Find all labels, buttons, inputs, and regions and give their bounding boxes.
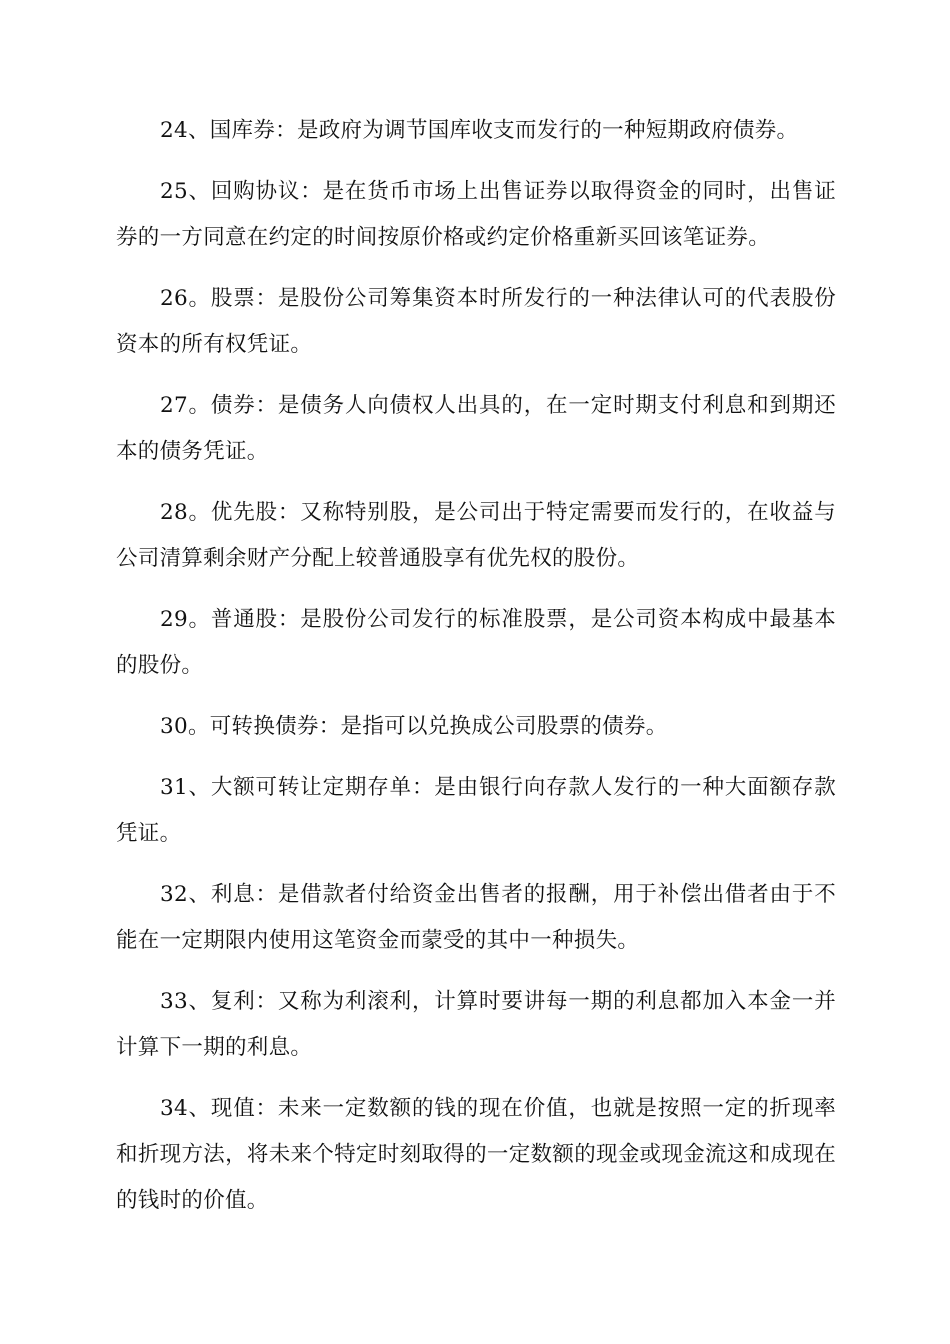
paragraph-29: 29。普通股：是股份公司发行的标准股票，是公司资本构成中最基本的股份。 bbox=[116, 607, 836, 678]
paragraph-25: 25、回购协议：是在货币市场上出售证券以取得资金的同时，出售证券的一方同意在约定的时间按原价格或约定价格重新买回该笔证券。 bbox=[116, 179, 836, 250]
paragraph-24: 24、国库券：是政府为调节国库收支而发行的一种短期政府债券。 bbox=[160, 118, 799, 143]
paragraph-28: 28。优先股：又称特别股，是公司出于特定需要而发行的，在收益与公司清算剩余财产分配上较普通股享有优先权的股份。 bbox=[116, 500, 836, 571]
paragraph-26: 26。股票：是股份公司筹集资本时所发行的一种法律认可的代表股份资本的所有权凭证。 bbox=[116, 286, 836, 357]
paragraph-33: 33、复利：又称为利滚利，计算时要讲每一期的利息都加入本金一并计算下一期的利息。 bbox=[116, 989, 836, 1060]
paragraph-31: 31、大额可转让定期存单：是由银行向存款人发行的一种大面额存款凭证。 bbox=[116, 775, 836, 846]
paragraph-30: 30。可转换债券：是指可以兑换成公司股票的债券。 bbox=[160, 714, 668, 739]
paragraph-32: 32、利息：是借款者付给资金出售者的报酬，用于补偿出借者由于不能在一定期限内使用这笔资金而蒙受的其中一种损失。 bbox=[116, 882, 836, 953]
document-body bbox=[116, 108, 836, 1239]
paragraph-27: 27。债券：是债务人向债权人出具的，在一定时期支付利息和到期还本的债务凭证。 bbox=[116, 393, 836, 464]
paragraph-34: 34、现值：未来一定数额的钱的现在价值，也就是按照一定的折现率和折现方法，将未来个特定时刻取得的一定数额的现金或现金流这和成现在的钱时的价值。 bbox=[116, 1096, 836, 1213]
